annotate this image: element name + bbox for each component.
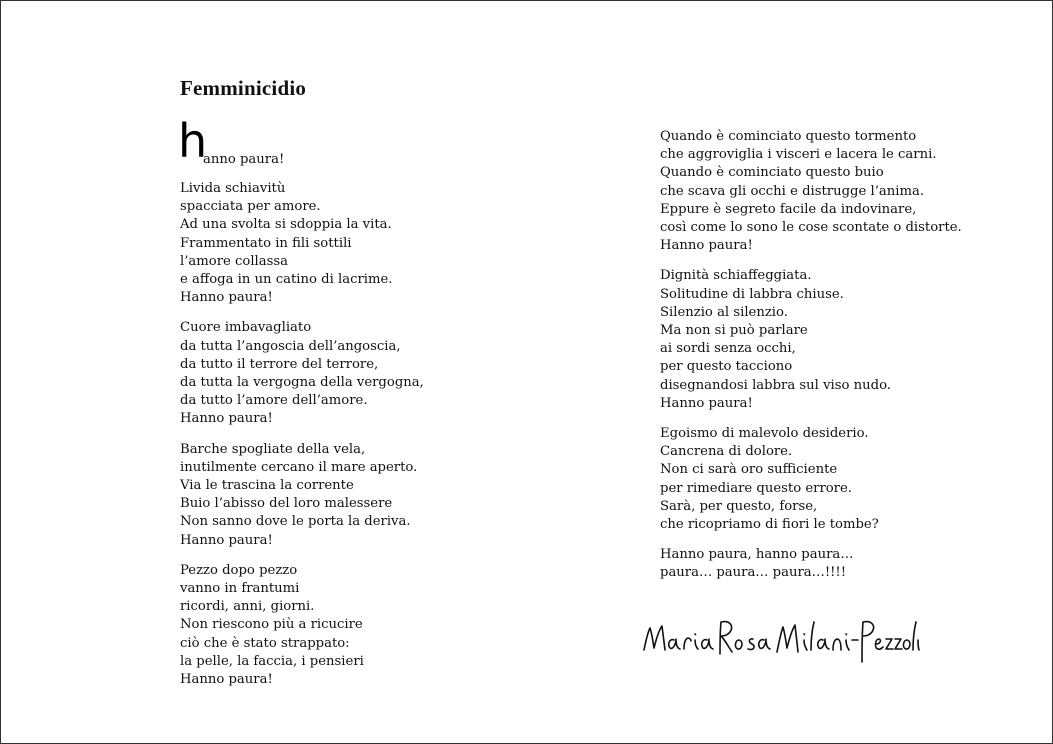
poem-line: la pelle, la faccia, i pensieri xyxy=(180,653,364,669)
poem-line: Hanno paura! xyxy=(660,238,753,254)
poem-right-column xyxy=(660,128,990,595)
poem-line: Cuore imbavagliato xyxy=(180,320,312,336)
poem-line: Hanno paura! xyxy=(660,395,753,411)
poem-line: ricordi, anni, giorni. xyxy=(180,599,315,615)
poem-line: inutilmente cercano il mare aperto. xyxy=(180,459,418,475)
stanza xyxy=(660,546,990,582)
poem-line: ai sordi senza occhi, xyxy=(660,341,796,357)
poem-line: da tutto l’amore dell’amore. xyxy=(180,393,368,409)
stanza xyxy=(180,441,480,550)
poem-line: così come lo sono le cose scontate o distorte. xyxy=(660,220,962,236)
poem-line: Pezzo dopo pezzo xyxy=(180,562,298,578)
poem-line: Eppure è segreto facile da indovinare, xyxy=(660,201,917,217)
poem-line: Non sanno dove le porta la deriva. xyxy=(180,514,411,530)
drop-cap: h xyxy=(178,114,208,168)
stanza xyxy=(180,562,480,689)
poem-line: Livida schiavitù xyxy=(180,181,286,196)
stanza xyxy=(660,267,990,413)
poem-line: da tutta la vergogna della vergogna, xyxy=(180,375,424,391)
poem-line: Sarà, per questo, forse, xyxy=(660,498,818,514)
poem-line: Frammentato in fili sottili xyxy=(180,235,352,251)
poem-line: Ad una svolta si sdoppia la vita. xyxy=(180,217,392,233)
poem-line: l’amore collassa xyxy=(180,253,289,269)
poem-line: spacciata per amore. xyxy=(180,199,321,215)
poem-line: Hanno paura, hanno paura… xyxy=(660,547,854,563)
poem-title: Femminicidio xyxy=(180,76,307,100)
poem-line: Buio l’abisso del loro malessere xyxy=(180,496,393,512)
poem-line: Cancrena di dolore. xyxy=(660,444,793,460)
right-stanzas xyxy=(660,128,990,583)
poem-line: da tutta l’angoscia dell’angoscia, xyxy=(180,338,401,354)
poem-line: e affoga in un catino di lacrime. xyxy=(180,272,393,288)
poem-line: Solitudine di labbra chiuse. xyxy=(660,286,844,302)
stanza xyxy=(180,180,480,307)
stanza xyxy=(660,425,990,534)
poem-line: Hanno paura! xyxy=(180,532,273,548)
author-signature xyxy=(640,610,920,670)
poem-line: Via le trascina la corrente xyxy=(180,478,354,494)
poem-line: che aggroviglia i visceri e lacera le carni. xyxy=(660,147,937,163)
poem-line: che ricopriamo di fiori le tombe? xyxy=(660,517,879,533)
poem-line: Egoismo di malevolo desiderio. xyxy=(660,426,869,442)
poem-line: per rimediare questo errore. xyxy=(660,480,852,496)
stanza xyxy=(180,319,480,428)
poem-line: che scava gli occhi e distrugge l’anima. xyxy=(660,183,925,199)
opening-line xyxy=(178,114,480,168)
poem-line: disegnandosi labbra sul viso nudo. xyxy=(660,377,891,393)
poem-line: Quando è cominciato questo buio xyxy=(660,165,884,181)
poem-left-column xyxy=(178,114,480,701)
poem-line: da tutto il terrore del terrore, xyxy=(180,356,379,372)
poem-line: per questo tacciono xyxy=(660,359,793,375)
poem-line: Barche spogliate della vela, xyxy=(180,441,366,457)
poem-line: Ma non si può parlare xyxy=(660,323,808,339)
poem-line: Dignità schiaffeggiata. xyxy=(660,268,812,284)
poem-line: vanno in frantumi xyxy=(180,581,300,597)
poem-line: Non riescono più a ricucire xyxy=(180,617,363,633)
poem-line: Non ci sarà oro sufficiente xyxy=(660,462,838,478)
stanza xyxy=(660,128,990,255)
poem-line: Hanno paura! xyxy=(180,672,273,688)
poem-line: ciò che è stato strappato: xyxy=(180,635,350,651)
opening-line-text: anno paura! xyxy=(203,152,285,167)
poem-line: Silenzio al silenzio. xyxy=(660,304,788,320)
poem-line: paura… paura… paura…!!!! xyxy=(660,565,847,581)
poem-line: Hanno paura! xyxy=(180,290,273,306)
poem-line: Hanno paura! xyxy=(180,411,273,427)
poem-line: Quando è cominciato questo tormento xyxy=(660,129,917,144)
left-stanzas xyxy=(180,180,480,689)
